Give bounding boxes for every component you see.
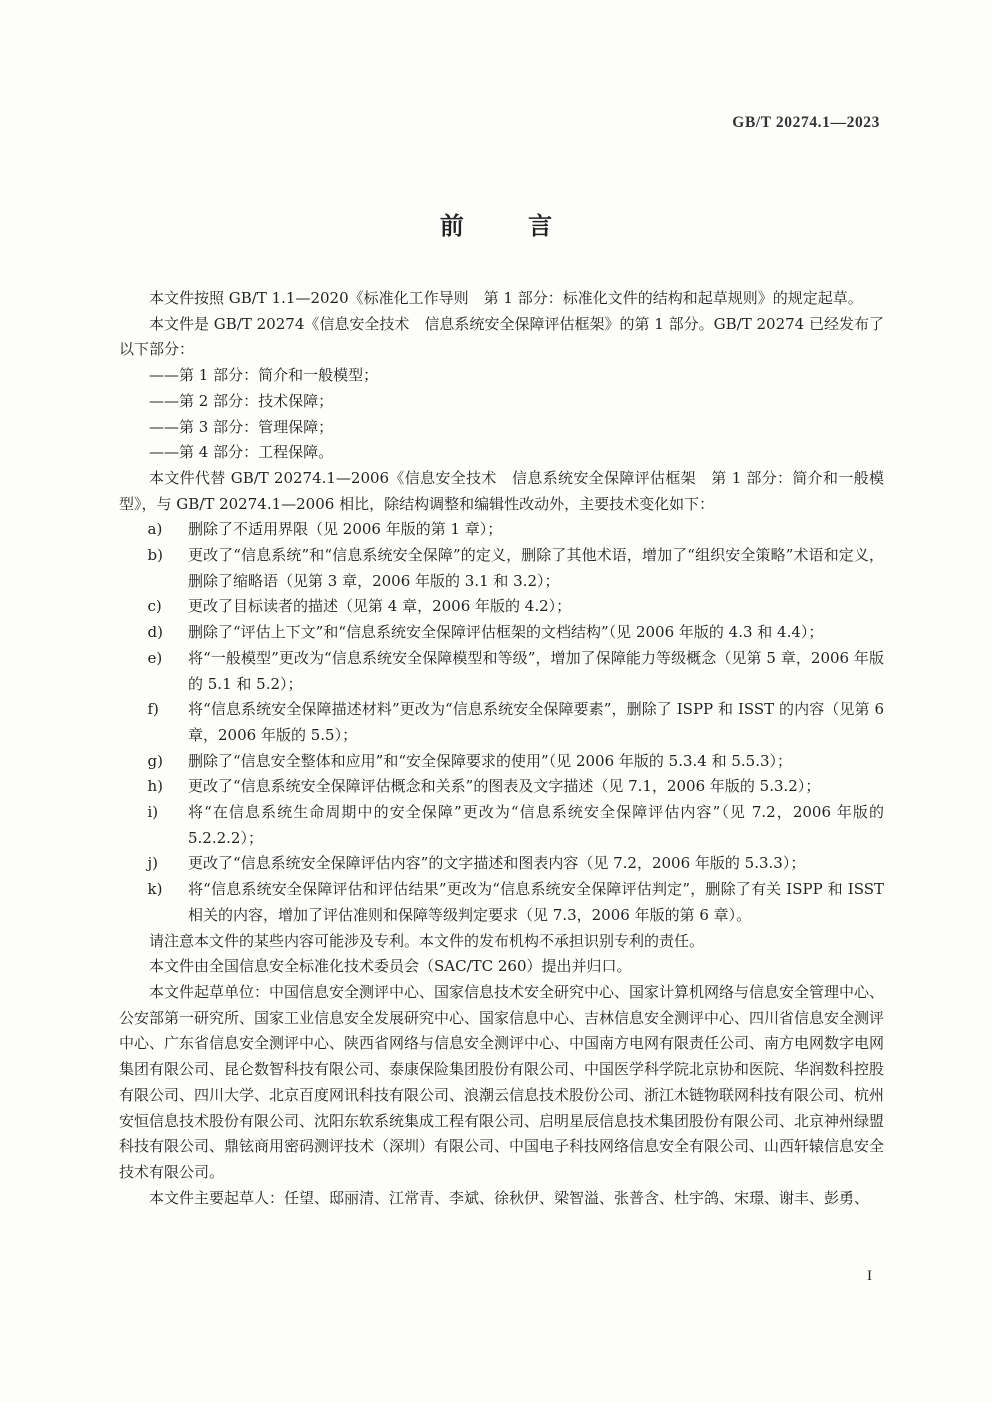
change-marker: b) (147, 546, 163, 565)
change-marker: h) (147, 777, 164, 796)
change-text: 更改了“信息系统安全保障评估概念和关系”的图表及文字描述（见 7.1，2006 年版的 5.3.2）； (188, 777, 821, 796)
change-marker: k) (147, 880, 163, 899)
change-marker: g) (147, 751, 163, 770)
change-item (119, 851, 884, 877)
change-text: 删除了“评估上下文”和“信息系统安全保障评估框架的文档结构”（见 2006 年版的 4.3 和 4.4）； (188, 623, 824, 642)
standard-number: GB/T 20274.1—2023 (732, 114, 880, 131)
change-item (119, 749, 884, 775)
change-text: 更改了“信息系统”和“信息系统安全保障”的定义，删除了其他术语，增加了“组织安全策略”术语和定义，删除了缩略语（见第 3 章，2006 年版的 3.1 和 3.2）； (188, 546, 884, 590)
patent-notice: 请注意本文件的某些内容可能涉及专利。本文件的发布机构不承担识别专利的责任。 (149, 931, 705, 950)
change-marker: a) (147, 520, 163, 539)
change-text: 更改了目标读者的描述（见第 4 章，2006 年版的 4.2）； (188, 597, 572, 616)
change-marker: e) (147, 648, 163, 667)
change-item (119, 594, 884, 620)
page-number: I (867, 1268, 872, 1284)
change-item (119, 646, 884, 697)
replace-paragraph: 本文件代替 GB/T 20274.1—2006《信息安全技术 信息系统安全保障评估框架 第 1 部分：简介和一般模型》，与 GB/T 20274.1—2006 相比，除结构调整和编辑性改动外，主要技术变化如下： (119, 468, 884, 513)
page-title: 前 言 (439, 211, 581, 240)
change-text: 将“信息系统安全保障描述材料”更改为“信息系统安全保障要素”，删除了 ISPP 和 ISST 的内容（见第 6 章，2006 年版的 5.5）； (188, 700, 884, 744)
change-marker: i) (147, 803, 159, 822)
foreword-body (119, 286, 884, 1211)
change-item (119, 620, 884, 646)
intro-paragraph-1: 本文件按照 GB/T 1.1—2020《标准化工作导则 第 1 部分：标准化文件的结构和起草规则》的规定起草。 (149, 289, 863, 307)
change-marker: j) (147, 854, 159, 873)
change-text: 将“一般模型”更改为“信息系统安全保障模型和等级”，增加了保障能力等级概念（见第 5 章，2006 年版的 5.1 和 5.2）； (188, 648, 884, 693)
change-text: 删除了不适用界限（见 2006 年版的第 1 章）； (188, 520, 503, 539)
change-text: 将“信息系统安全保障评估和评估结果”更改为“信息系统安全保障评估判定”，删除了有关 ISPP 和 ISST 相关的内容，增加了评估准则和保障等级判定要求（见 7.3，2006 年版的第 6 章）。 (188, 880, 884, 924)
change-text: 将“在信息系统生命周期中的安全保障”更改为“信息系统安全保障评估内容”（见 7.2，2006 年版的 5.2.2.2）； (188, 803, 884, 847)
part-list-item: ——第 3 部分：管理保障； (149, 417, 334, 436)
change-item (119, 517, 884, 543)
change-item (119, 774, 884, 800)
change-text: 删除了“信息安全整体和应用”和“安全保障要求的使用”（见 2006 年版的 5.3.4 和 5.5.3）； (188, 751, 793, 770)
drafting-units-paragraph: 本文件起草单位：中国信息安全测评中心、国家信息技术安全研究中心、国家计算机网络与信息安全管理中心、公安部第一研究所、国家工业信息安全发展研究中心、国家信息中心、吉林信息安全测评中心、四川省信息安全测评中心、广东省信息安全测评中心、陕西省网络与信息安全测评中心、中国南方电网有限责任公司、南方电网数字电网集团有限公司、昆仑数智科技有限公司、泰康保险集团股份有限公司、中国医学科学院北京协和医院、华润数科控股有限公司、四川大学、北京百度网讯科技有限公司、浪潮云信息技术股份公司、浙江木链物联网科技有限公司、杭州安恒信息技术股份有限公司、沈阳东软系统集成工程有限公司、启明星辰信息技术集团股份有限公司、北京神州绿盟科技有限公司、鼎铉商用密码测评技术（深圳）有限公司、中国电子科技网络信息安全有限公司、山西轩辕信息安全技术有限公司。 (119, 982, 885, 1181)
change-marker: d) (147, 623, 163, 642)
drafters-paragraph: 本文件主要起草人：任望、邸丽清、江常青、李斌、徐秋伊、梁智溢、张普含、杜宇鸽、宋璟、谢丰、彭勇、 (149, 1188, 870, 1207)
part-list-item: ——第 4 部分：工程保障。 (149, 443, 334, 462)
change-item (119, 800, 884, 851)
change-marker: f) (147, 700, 159, 719)
part-list-item: ——第 1 部分：简介和一般模型； (149, 366, 379, 385)
change-item (119, 877, 884, 928)
change-item (119, 697, 884, 748)
change-marker: c) (147, 597, 162, 616)
change-text: 更改了“信息系统安全保障评估内容”的文字描述和图表内容（见 7.2，2006 年版的 5.3.3）； (188, 854, 806, 873)
proposer-paragraph: 本文件由全国信息安全标准化技术委员会（SAC/TC 260）提出并归口。 (149, 957, 632, 976)
part-list-item: ——第 2 部分：技术保障； (149, 391, 334, 410)
change-item (119, 543, 884, 594)
intro-paragraph-2: 本文件是 GB/T 20274《信息安全技术 信息系统安全保障评估框架》的第 1 部分。GB/T 20274 已经发布了以下部分： (119, 314, 884, 359)
